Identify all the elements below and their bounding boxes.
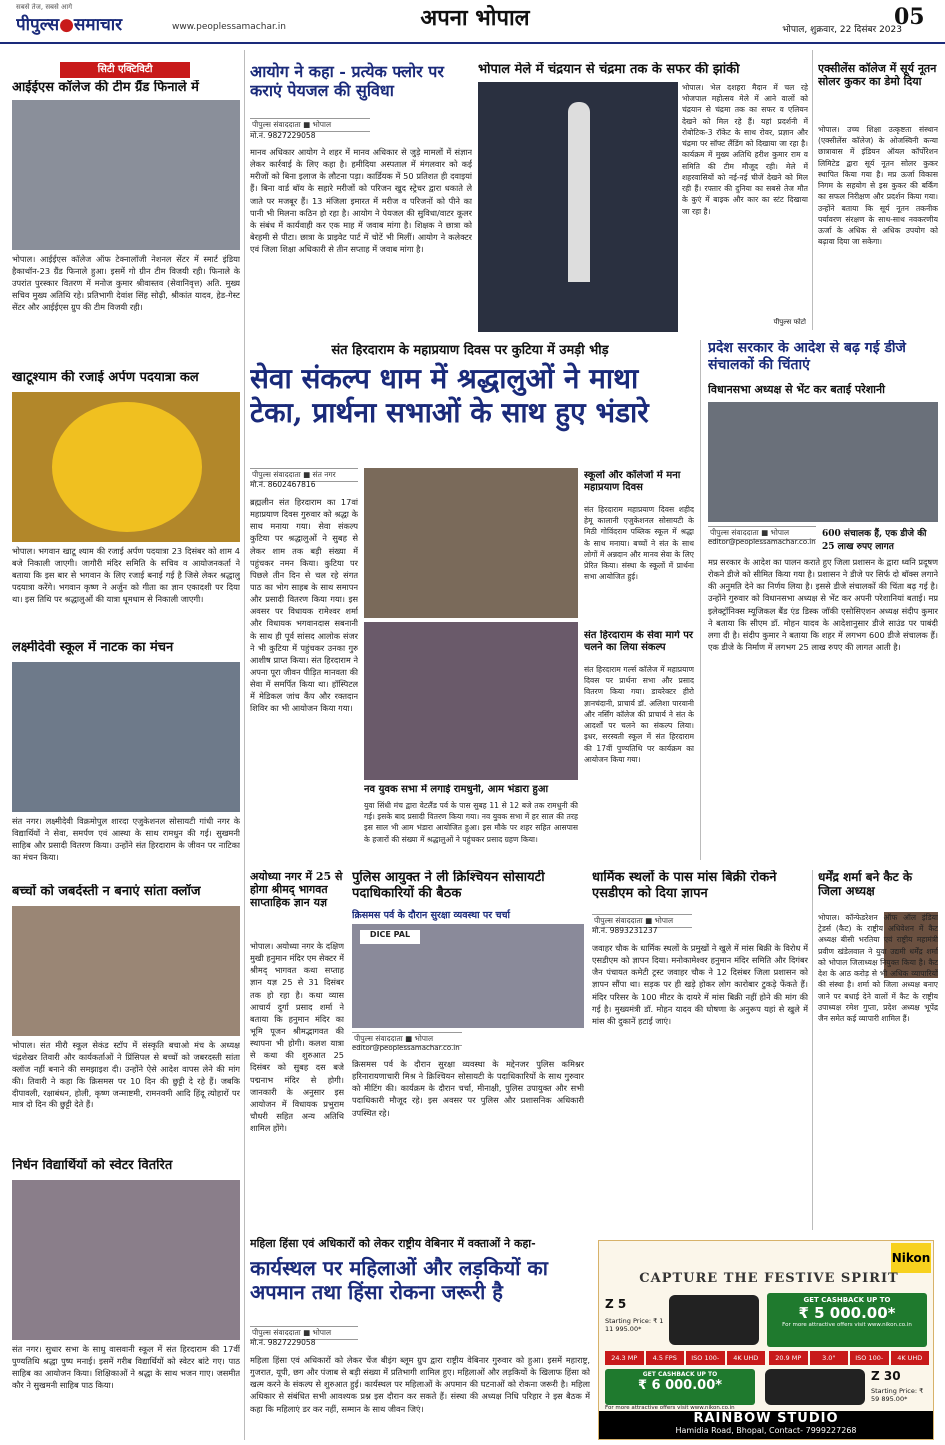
spec-item: 4K UHD: [891, 1351, 930, 1365]
santa-photo: [12, 906, 240, 1036]
mahila-headline: कार्यस्थल पर महिलाओं और लड़कियों का अपमान तथा हिंसा रोकना जरूरी है: [250, 1256, 548, 1304]
fair-body: भोपाल। भेल दशहरा मैदान में चल रहे भोजपाल महोत्सव मेले में आने वालों को चंद्रयान से चंद्रमा तक का सफर व एलियन देखने को मिल रहे हैं। यहां प्रदर्शनी में रोबोटिक-3 रॉकेट के साथ रोवर, प्रज्ञान और चंद्रमा पर सॉफ्ट लैंडिंग को दिखाया जा रहा है। कार्यक्रम में मुख्य अतिथि हरीश कुमार राम व समिति की टीम मौजूद रही। मेले में शहरवासियों को नई-नई चीजें देखने को मिल रही हैं। रफ्तार की दुनिया का सबसे तेज मौत के कुएं में बाइक और कार का स्टंट दिखाया जा रहा है।: [682, 83, 808, 216]
sankalp-body: संत हिरदाराम गर्ल्स कॉलेज में महाप्रयाण दिवस पर प्रार्थना सभा और प्रसाद वितरण किया गया। डायरेक्टर हीरो ज्ञानचंदानी, प्राचार्य डॉ. अलिशा पारवानी और नर्सिंग कॉलेज की प्राचार्य ने संत के आदर्शों पर चलने का संकल्प लिया। इधर, सरस्वती स्कूल में संत हिरदाराम की 17वीं पुण्यतिथि पर कार्यक्रम का आयोजन किया गया।: [584, 665, 694, 764]
website-url: www.peoplessamachar.in: [172, 22, 286, 32]
page-number: 05: [894, 4, 925, 30]
dharmendra-body: भोपाल। कॉन्फेडरेशन ऑफ ऑल इंडिया ट्रेडर्स (कैट) के राष्ट्रीय अधिवेशन में कैट अध्यक्ष बीसी भरतिया एवं राष्ट्रीय महामंत्री प्रवीण खंडेलवाल ने युवा उद्यमी धर्मेंद्र शर्मा को भोपाल जिलाध्यक्ष नियुक्त किया है। कैट देश के आठ करोड़ से भी अधिक व्यापारियों की संस्था है। शर्मा को जिला अध्यक्ष बनाए जाने पर बधाई देने वालों में कैट के राष्ट्रीय उपाध्यक्ष रमेश गुप्ता, प्रदेश अध्यक्ष भूपेंद्र जैन समेत कई व्यापारी शामिल हैं।: [818, 913, 938, 1024]
sankalp-headline: संत हिरदाराम के सेवा मार्ग पर चलने का लिया संकल्प: [584, 630, 693, 653]
store-banner[interactable]: [599, 1411, 933, 1439]
navyuvak-body: युवा सिंधी मंच द्वारा वेटलैंड पर्व के पास सुबह 11 से 12 बजे तक रामधुनी की गई। इसके बाद प्रसादी वितरण किया गया। नव युवक सभा में हर साल की तरह इस साल भी आम भंडारा आयोजित हुआ। इस मौके पर शहर सहित आसपास के हजारों की संख्या में श्रद्धालुओं ने पहुंचकर प्रसाद ग्रहण किया।: [364, 801, 578, 844]
police-kicker: क्रिसमस पर्व के दौरान सुरक्षा व्यवस्था पर चर्चा: [352, 910, 510, 921]
spec-item: 3.0": [810, 1351, 849, 1365]
column-divider: [700, 340, 701, 860]
fair-photo-credit: पीपुल्स फोटो: [773, 318, 806, 326]
nikon-logo: Nikon: [891, 1243, 931, 1273]
cashback-note-2: For more attractive offers visit www.nikon.co.in: [605, 1405, 735, 1411]
police-headline: पुलिस आयुक्त ने ली क्रिश्चियन सोसायटी पदाधिकारियों की बैठक: [352, 870, 545, 901]
seva-headline: सेवा संकल्प धाम में श्रद्धालुओं ने माथा टेका, प्रार्थना सभाओं के साथ हुए भंडारे: [250, 362, 649, 429]
store-name: RAINBOW STUDIO: [693, 1411, 839, 1426]
sweater-caption: संत नगर। सुधार सभा के साधु वासवानी स्कूल में संत हिरदाराम की 17वीं पुण्यतिथि श्रद्धा पुष्प मनाई। इसमें गरीब विद्यार्थियों को स्वेटर बांटे गए। पाठ साहिब का आयोजन किया। शिक्षिकाओं ने श्रद्धा के साथ भजन गाए। जसमीत कौर ने सुखमनी साहिब पाठ किया।: [12, 1344, 240, 1390]
aayog-body: मानव अधिकार आयोग ने शहर में मानव अधिकार से जुड़े मामलों में संज्ञान लेकर कार्रवाई के लिए कहा है। हमीदिया अस्पताल में मंगलवार को कई मरीजों को बिना इलाज के लौटना पड़ा। कार्डियक में 50 प्रतिशत ही दवाइयां हैं। बिना वार्ड बॉय के सहारे मरीजों को परिजन खुद स्ट्रेचर द्वारा धकाते ले जाते पर मजबूर हैं। 13 मंजिला इमारत में मरीज व परिजनों को पीने का पानी भी मिलना कठिन हो रहा है। आयोग ने पेयजल की सुविधा/वाटर कूलर के संबंध में कार्यवाही कर एक माह में जवाब मांगा है। शिक्षक ने छात्रा को बेरहमी से पीटा। छात्रा के प्राइवेट पार्ट में चोटें भी मिलीं। आयोग ने कलेक्टर एवं जिला शिक्षा अधिकारी से तीन सप्ताह में जवाब मांगा है।: [250, 147, 472, 255]
spec-item: ISO 100-: [686, 1351, 725, 1365]
z30-label: Z 30: [871, 1369, 901, 1383]
mahila-byline: पीपुल्स संवाददाता ■ भोपाल: [250, 1326, 358, 1340]
fair-headline: भोपाल मेले में चंद्रयान से चंद्रमा तक के सफर की झांकी: [478, 62, 740, 77]
laxmi-photo: [12, 662, 240, 812]
mahila-kicker: महिला हिंसा एवं अधिकारों को लेकर राष्ट्रीय वेबिनार में वक्ताओं ने कहा-: [250, 1237, 536, 1250]
mans-body: जवाहर चौक के धार्मिक स्थलों के प्रमुखों ने खुले में मांस बिक्री के विरोध में एसडीएम को ज्ञापन दिया। मनोकामेश्वर हनुमान मंदिर समिति और दिगंबर जैन पंचायत कमेटी ट्रस्ट जवाहर चौक ने 12 दिसंबर जिला प्रशासन को ज्ञापन सौंपा था। सड़क पर ही खड़े होकर लोग कारोबार टुकड़े फेंकते हैं। मंदिर परिसर के 100 मीटर के दायरे में मांस बिक्री नहीं होने की मांग की गई है। मुख्यमंत्री डॉ. मोहन यादव की घोषणा के अनुरूप यहां से खुले में मांस की दुकानें हटाई जाएं।: [592, 943, 808, 1026]
khatu-caption: भोपाल। भगवान खाटू श्याम की रजाई अर्पण पदयात्रा 23 दिसंबर को शाम 4 बजे निकाली जाएगी। जागौरी मंदिर समिति के सचिव व आयोजनकर्ता ने बताया कि इस बार से भगवान के लिए रजाई बनाई गई है जिसे लेकर श्रद्धालु पदयात्रा करेंगे। भगवान कृष्ण ने अर्जुन को गीता का ज्ञान एकादशी पर दिया था। इस तिथि पर श्रद्धालुओं की यात्रा धूमधाम से निकाली जाएगी।: [12, 546, 240, 604]
z30-price: Starting Price: ₹ 59 895.00*: [871, 1387, 924, 1403]
seva-photo-crowd: [364, 622, 578, 780]
laxmi-headline: लक्ष्मीदेवी स्कूल में नाटक का मंचन: [12, 640, 174, 655]
dj-photo: [708, 402, 938, 522]
ies-photo: [12, 100, 240, 250]
schools-headline: स्कूलों और कॉलेजों में मना महाप्रयाण दिवस: [584, 470, 681, 493]
newspaper-logo: [16, 3, 166, 39]
santa-headline: बच्चों को जबर्दस्ती न बनाएं सांता क्लॉज: [12, 884, 201, 899]
dj-byline: पीपुल्स संवाददाता ■ भोपाल: [708, 526, 816, 540]
seva-mobile: मो.नं. 8602467816: [250, 480, 316, 489]
spec-item: 4.5 FPS: [646, 1351, 685, 1365]
column-divider: [812, 870, 813, 1230]
bhagwat-headline: अयोध्या नगर में 25 से होगा श्रीमद् भागवत साप्ताहिक ज्ञान यज्ञ: [250, 870, 343, 910]
ies-headline: आईईएस कॉलेज की टीम ग्रैंड फिनाले में: [12, 80, 199, 95]
z30-specs: [769, 1351, 929, 1365]
cashback-badge-2: GET CASHBACK UP TO ₹ 6 000.00*: [605, 1369, 755, 1405]
spec-item: 20.9 MP: [769, 1351, 808, 1365]
masthead: [0, 0, 945, 44]
mans-mobile: मो.नं. 9893231237: [592, 926, 658, 935]
dateline: भोपाल, शुक्रवार, 22 दिसंबर 2023: [782, 25, 902, 35]
police-byline: पीपुल्स संवाददाता ■ भोपाल: [352, 1032, 462, 1046]
khatu-photo: [12, 392, 240, 542]
navyuvak-headline: नव युवक सभा में लगाई रामधुनी, आम भंडारा हुआ: [364, 784, 549, 795]
spec-item: 4K UHD: [727, 1351, 766, 1365]
spec-item: ISO 100-: [850, 1351, 889, 1365]
dj-email: editor@peoplessamachar.co.in: [708, 538, 816, 546]
section-title: अपना भोपाल: [420, 5, 530, 31]
dj-body: मप्र सरकार के आदेश का पालन कराते हुए जिला प्रशासन के द्वारा ध्वनि प्रदूषण रोकने डीजे को सीमित किया गया है। प्रशासन ने डीजे पर सिर्फ दो बॉक्स लगाने की अनुमति देने का निर्णय लिया है। इससे डीजे संचालकों की चिंता बढ़ गई है। उन्होंने गुरुवार को विधानसभा अध्यक्ष से भेंट कर अपनी परेशानियां बताई। मप्र इलेक्ट्रॉनिक्स म्यूजिकल बैंड एंड डिस्क जॉकी एसोसिएशन अध्यक्ष संदीप कुमार ने बताया कि सीएम डॉ. मोहन यादव के आदेशानुसार डीजे साउंड पर पाबंदी लगा दी है। संदीप कुमार ने बताया कि शहर में लगभग 600 डीजे संचालक हैं। एक डीजे के निर्माण में लगभग 25 लाख रुपए की लागत आती है।: [708, 557, 938, 652]
seva-photo-portrait: [364, 468, 578, 618]
surya-body: भोपाल। उच्च शिक्षा उत्कृष्टता संस्थान (एक्सीलेंस कॉलेज) के ओजस्विनी कन्या छात्रावास में इंडियन ऑयल कॉर्पोरेशन लिमिटेड द्वारा सूर्य नूतन सोलर कुकर स्थापित किया गया है। मप्र ऊर्जा विकास निगम के सहयोग से इस कुकर की बर्किंग का सफल निरीक्षण और प्रदर्शन किया गया। उन्होंने बताया कि सूर्य नूतन तकनीक पर्यावरण संरक्षण के साथ-साथ नवकरणीय ऊर्जा के अधिक से अधिक उपयोग को बढ़ावा दिया जा सकेगा।: [818, 125, 938, 247]
column-divider: [812, 50, 813, 330]
police-body: क्रिसमस पर्व के दौरान सुरक्षा व्यवस्था के मद्देनजर पुलिस कमिश्नर हरिनारायणाचारी मिश्र ने क्रिश्चियन सोसायटी के पदाधिकारियों के साथ गुरुवार को मीटिंग की। कार्यक्रम के दौरान चर्चा, मीनाक्षी, पुलिस उपायुक्त और सभी पदाधिकारी मौजूद रहे। इस अवसर पर पुलिस और प्रशासनिक अधिकारी उपस्थित रहे।: [352, 1059, 584, 1118]
surya-headline: एक्सीलेंस कॉलेज में सूर्य नूतन सोलर कुकर का डेमो दिया: [818, 62, 937, 89]
ad-title: CAPTURE THE FESTIVE SPIRIT: [639, 1271, 899, 1286]
sweater-photo: [12, 1180, 240, 1340]
logo-tagline: सबसे तेज, सबसे आगे: [16, 3, 73, 11]
z5-specs: [605, 1351, 765, 1365]
police-sign: DICE PAL: [360, 930, 420, 944]
aayog-headline: आयोग ने कहा - प्रत्येक फ्लोर पर कराएं पेयजल की सुविधा: [250, 62, 444, 101]
aayog-mobile: मो.नं. 9827229058: [250, 131, 316, 140]
dj-headline: प्रदेश सरकार के आदेश से बढ़ गई डीजे संचालकों की चिंताएं: [708, 340, 906, 373]
camera-z30-icon: [765, 1369, 865, 1405]
ies-caption: भोपाल। आईईएस कॉलेज ऑफ टेक्नालॉजी नेशनल सेंटर में स्मार्ट इंडिया हैकाथॉन-23 ग्रैंड फिनाले हुआ। इसमें गो ग्रीन टीम विजयी रही। फिनाले के उपरांत पुरस्कार वितरण में मनोज कुमार श्रीवास्तव (सेवानिवृत्त) अति. मुख्य सचिव मुख्य अतिथि रहे। प्रतिभागी देवांश सिंह सोढ़ी, श्रीकांत यादव, हेड-गेस्ट सेंटर और आईईएस ग्रुप की टीम विजयी रही।: [12, 254, 240, 312]
city-activity-tag: सिटी एक्टिविटी: [60, 62, 190, 78]
spec-item: 24.3 MP: [605, 1351, 644, 1365]
police-photo: [352, 924, 584, 1028]
police-email: editor@peoplessamachar.co.in: [352, 1044, 460, 1052]
quilt-shape: [52, 402, 202, 532]
cashback-badge-1: GET CASHBACK UP TO ₹ 5 000.00* For more attractive offers visit www.nikon.co.in: [767, 1293, 927, 1347]
mahila-body: महिला हिंसा एवं अधिकारों को लेकर चेंज बीइंग ब्लूम ग्रुप द्वारा राष्ट्रीय वेबिनार गुरुवार को हुआ। इसमें महाराष्ट्र, गुजरात, यूपी, छग और पंजाब से बड़ी संख्या में प्रतिभागी शामिल हुए। महिलाओं और लड़कियों के खिलाफ हिंसा को खत्म करने के संकल्प से शुरुआत हुई। कार्यस्थल पर महिलाओं के अपमान की घटनाओं को रोकना जरूरी है। महिला अधिकार से संबंधित सभी आवश्यक प्रश्न इस दौरान कर सकते हैं। संस्था की अध्यक्ष निधि परिहार ने इस बैठक में कहा कि महिलाएं डर कर नहीं, सम्मान के साथ जीवन जिएं।: [250, 1355, 590, 1414]
z5-label: Z 5: [605, 1297, 627, 1311]
dj-subhead: 600 संचालक हैं, एक डीजे की 25 लाख रुपए लागत: [822, 529, 927, 552]
laxmi-caption: संत नगर। लक्ष्मीदेवी विक्रमोपुल शारदा एजुकेशनल सोसायटी गांधी नगर के विद्यार्थियों ने सेवा, समर्पण एवं आस्था के साथ रामधुन की गई। सुखमनी साहिब और प्रसादी वितरण किया। उन्होंने संत हिरदाराम के जीवन पर नाटिका का मंचन किया।: [12, 816, 240, 862]
seva-kicker: संत हिरदाराम के महाप्रयाण दिवस पर कुटिया में उमड़ी भीड़: [331, 343, 609, 358]
santa-caption: भोपाल। संत मीरौ स्कूल सेकंड स्टॉप में संस्कृति बचाओ मंच के अध्यक्ष चंद्रशेखर तिवारी और कार्यकर्ताओं ने प्रिंसिपल से बच्चों को जबरदस्ती सांता क्लॉज नहीं बनाने की समझाइश दी। उन्होंने ऐसे आदेश वापस लेने की मांग की। तिवारी ने कहा कि क्रिसमस पर 10 दिन की छुट्टी दे रहे हैं। जबकि दीपावली, रक्षाबंधन, होली, कृष्ण जन्माष्टमी, रामनवमी आदि हिंदू त्योहारों पर मात्र दो दिन की छुट्टी देते हैं।: [12, 1040, 240, 1110]
khatu-headline: खाटूश्याम की रजाई अर्पण पदयात्रा कल: [12, 370, 199, 385]
fair-photo: [478, 82, 678, 332]
mahila-mobile: मो.नं. 9827229058: [250, 1338, 316, 1347]
dj-kicker: विधानसभा अध्यक्ष से भेंट कर बताई परेशानी: [708, 383, 885, 396]
camera-z5-icon: [669, 1295, 759, 1345]
seva-body: ब्रह्मलीन संत हिरदाराम का 17वां महाप्रयाण दिवस गुरुवार को श्रद्धा के साथ मनाया गया। सेवा संकल्प कुटिया पर श्रद्धालुओं ने सुबह से लेकर शाम तक बड़ी संख्या में पहुंचकर नमन किया। कुटिया पर पिछले तीन दिन से चल रहे संगत पाठ का भोग साहब के साथ समापन और प्रसादी वितरण किया गया। इस अवसर पर विधायक रामेश्वर शर्मा और विधायक भगवानदास सबनानी के साथ ही पूर्व सांसद आलोक संजर ने भी कुटिया में पहुंचकर उनका गुरु आशीष प्राप्त किया। संत हिरदाराम ने अपना पूरा जीवन पीड़ित मानवता की सेवा में समर्पित किया था। हॉस्पिटल में मेडिकल जांच कैंप और रक्तदान शिविर का भी आयोजन किया गया।: [250, 497, 358, 714]
bhagwat-body: भोपाल। अयोध्या नगर के दक्षिण मुखी हनुमान मंदिर एम सेक्टर में श्रीमद् भागवत कथा सप्ताह ज्ञान यज्ञ 25 से 31 दिसंबर तक हो रहा है। कथा व्यास आचार्य दुर्गा प्रसाद शर्मा ने बताया कि हनुमान मंदिर का भूमि पूजन श्रीमद्भागवत की स्थापना भी होगी। कलश यात्रा से कथा की शुरुआत 25 दिसंबर को सुबह दस बजे पद्मनाभ मंदिर से होगी। जानकारी के अनुसार इस आयोजन में विधायक प्रभुराम चौधरी सहित अन्य अतिथि शामिल होंगे।: [250, 941, 344, 1134]
dharmendra-headline: धर्मेंद्र शर्मा बने कैट के जिला अध्यक्ष: [818, 870, 913, 899]
mans-byline: पीपुल्स संवाददाता ■ भोपाल: [592, 914, 692, 928]
sweater-headline: निर्धन विद्यार्थियों को स्वेटर वितरित: [12, 1158, 173, 1173]
mans-headline: धार्मिक स्थलों के पास मांस बिक्री रोकने एसडीएम को दिया ज्ञापन: [592, 870, 777, 901]
z5-price: Starting Price: ₹ 1 11 995.00*: [605, 1317, 664, 1333]
cashback-value-2: ₹ 6 000.00*: [637, 1378, 723, 1393]
seva-byline: पीपुल्स संवाददाता ■ संत नगर: [250, 468, 358, 482]
rocket-icon: [568, 102, 590, 282]
column-divider: [244, 50, 245, 1440]
aayog-byline: पीपुल्स संवाददाता ■ भोपाल: [250, 118, 370, 132]
schools-body: संत हिरदाराम महाप्रयाण दिवस शहीद हेमू कालानी एजुकेशनल सोसायटी के मिठी गोविंदराम पब्लिक स्कूल में श्रद्धा के साथ मनाया। बच्चों ने संत के साथ लोगों में अन्नदान और मानव सेवा के लिए प्रेरित किया। संस्था के स्कूलों में प्रार्थना सभा आयोजित हुई।: [584, 505, 694, 582]
store-address: Hamidia Road, Bhopal, Contact- 7999227268: [675, 1426, 857, 1435]
cashback-value-1: ₹ 5 000.00*: [798, 1304, 896, 1322]
logo-wordmark: पीपुल्स●समाचार: [16, 15, 123, 35]
nikon-advertisement[interactable]: [598, 1240, 934, 1440]
